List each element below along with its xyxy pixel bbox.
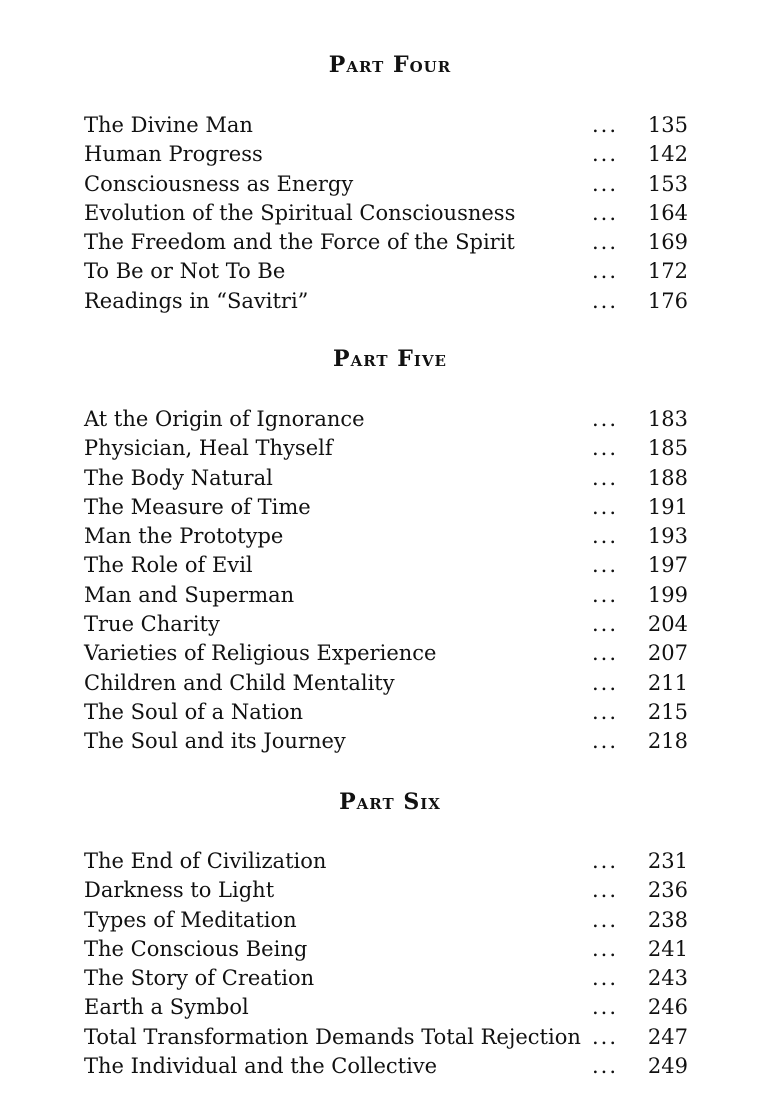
entry-title: The Divine Man [84,113,253,137]
toc-entry[interactable] [84,935,704,964]
toc-entry[interactable] [84,111,704,140]
leader-dots: ... [592,171,619,196]
part-six-entries [84,847,704,1081]
toc-entry[interactable] [84,1023,704,1052]
entry-page-number: 172 [647,259,688,284]
entry-title: The Role of Evil [84,553,253,578]
leader-dots: ... [592,259,619,284]
toc-entry[interactable] [84,669,704,698]
entry-page-number: 231 [647,849,688,873]
entry-page-number: 204 [647,612,688,637]
entry-title: The Conscious Being [84,936,308,961]
leader-dots: ... [592,524,619,549]
entry-title: The Soul of a Nation [84,699,304,724]
entry-title: Human Progress [84,142,263,167]
leader-dots: ... [592,729,619,754]
entry-title: The End of Civilization [84,849,327,873]
toc-entry[interactable] [84,639,704,668]
leader-dots: ... [592,465,619,490]
leader-dots: ... [592,553,619,578]
toc-entry[interactable] [84,876,704,905]
entry-title: At the Origin of Ignorance [84,407,365,431]
toc-entry[interactable] [84,228,704,257]
entry-page-number: 241 [647,936,688,961]
entry-page-number: 169 [647,230,688,255]
toc-entry[interactable] [84,405,704,434]
leader-dots: ... [592,995,619,1020]
entry-page-number: 193 [647,524,688,549]
toc-entry[interactable] [84,287,704,316]
part-heading: Part Five [333,346,447,372]
entry-title: The Soul and its Journey [84,729,346,754]
toc-entry[interactable] [84,698,704,727]
toc-entry[interactable] [84,257,704,286]
part-heading: Part Six [339,789,441,815]
entry-title: Man the Prototype [84,524,284,549]
leader-dots: ... [592,966,619,991]
part-five-entries [84,405,704,757]
leader-dots: ... [592,142,619,167]
entry-page-number: 246 [647,995,688,1020]
leader-dots: ... [592,288,619,313]
entry-title: Types of Meditation [84,907,297,932]
leader-dots: ... [592,1054,619,1079]
entry-title: Consciousness as Energy [84,171,354,196]
entry-title: Darkness to Light [84,878,275,903]
entry-title: Earth a Symbol [84,995,249,1020]
entry-page-number: 153 [647,171,688,196]
entry-page-number: 207 [647,641,688,666]
toc-entry[interactable] [84,493,704,522]
entry-page-number: 249 [647,1054,688,1079]
leader-dots: ... [592,200,619,225]
entry-page-number: 215 [647,699,688,724]
toc-entry[interactable] [84,610,704,639]
entry-title: Physician, Heal Thyself [84,436,333,461]
leader-dots: ... [592,878,619,903]
toc-entry[interactable] [84,1052,704,1081]
leader-dots: ... [592,407,619,431]
leader-dots: ... [592,494,619,519]
entry-page-number: 197 [647,553,688,578]
toc-entry[interactable] [84,434,704,463]
entry-title: The Story of Creation [84,966,315,991]
entry-title: The Body Natural [84,465,273,490]
toc-entry[interactable] [84,581,704,610]
entry-title: True Charity [84,612,220,637]
entry-title: The Freedom and the Force of the Spirit [84,230,515,255]
toc-entry[interactable] [84,464,704,493]
part-heading: Part Four [328,52,452,78]
entry-title: Evolution of the Spiritual Consciousness [84,200,516,225]
toc-entry[interactable] [84,522,704,551]
entry-page-number: 164 [647,200,688,225]
toc-entry[interactable] [84,551,704,580]
part-four-entries [84,111,704,316]
entry-title: Man and Superman [84,582,295,607]
toc-entry[interactable] [84,993,704,1022]
entry-page-number: 183 [647,407,688,431]
leader-dots: ... [592,113,619,137]
leader-dots: ... [592,436,619,461]
entry-title: Total Transformation Demands Total Rejection [84,1024,581,1049]
entry-page-number: 188 [647,465,688,490]
entry-page-number: 185 [647,436,688,461]
leader-dots: ... [592,849,619,873]
leader-dots: ... [592,612,619,637]
entry-page-number: 142 [647,142,688,167]
toc-entry[interactable] [84,847,704,876]
toc-entry[interactable] [84,199,704,228]
entry-title: The Individual and the Collective [84,1054,438,1079]
entry-page-number: 247 [647,1024,688,1049]
entry-title: Children and Child Mentality [84,670,395,695]
toc-entry[interactable] [84,140,704,169]
toc-entry[interactable] [84,170,704,199]
leader-dots: ... [592,699,619,724]
entry-page-number: 236 [647,878,688,903]
leader-dots: ... [592,936,619,961]
toc-entry[interactable] [84,906,704,935]
entry-title: Readings in “Savitri” [84,288,309,313]
entry-title: The Measure of Time [84,494,311,519]
leader-dots: ... [592,670,619,695]
entry-page-number: 243 [647,966,688,991]
toc-entry[interactable] [84,727,704,756]
leader-dots: ... [592,641,619,666]
entry-page-number: 218 [647,729,688,754]
entry-page-number: 238 [647,907,688,932]
toc-entry[interactable] [84,964,704,993]
leader-dots: ... [592,1024,619,1049]
entry-title: Varieties of Religious Experience [84,641,437,666]
entry-title: To Be or Not To Be [84,259,286,284]
entry-page-number: 199 [647,582,688,607]
entry-page-number: 211 [647,670,688,695]
leader-dots: ... [592,582,619,607]
entry-page-number: 176 [647,288,688,313]
entry-page-number: 135 [647,113,688,137]
entry-page-number: 191 [647,494,688,519]
leader-dots: ... [592,907,619,932]
leader-dots: ... [592,230,619,255]
